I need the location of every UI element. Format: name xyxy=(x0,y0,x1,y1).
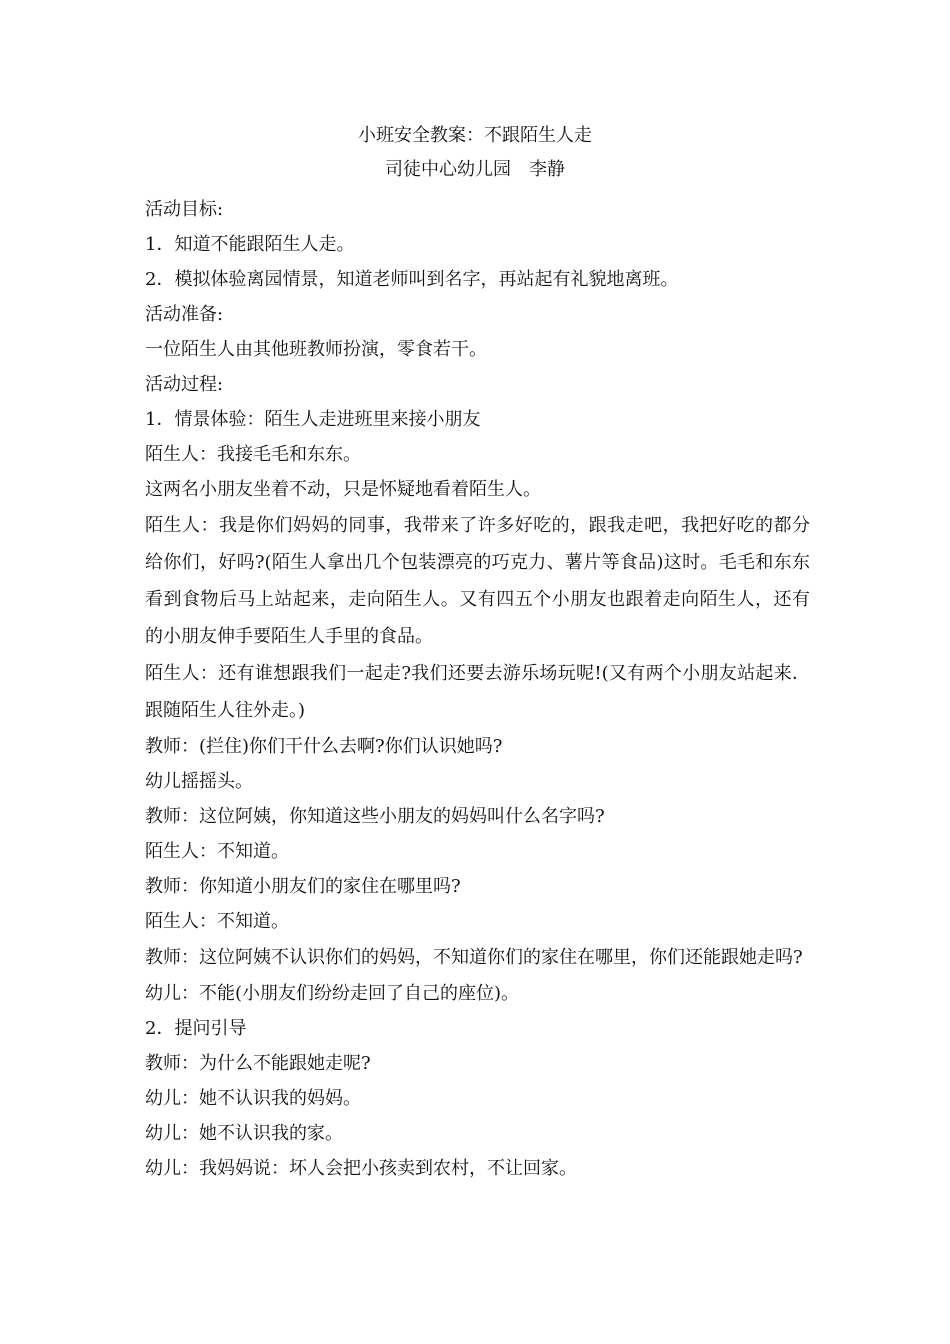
dialogue-paragraph: 陌生人：我是你们妈妈的同事，我带来了许多好吃的，跟我走吧，我把好吃的都分给你们，好吗?(陌生人拿出几个包装漂亮的巧克力、薯片等食品)这时。毛毛和东东看到食物后马上站起来，走向陌生人。又有四五个小朋友也跟着走向陌生人，还有的小朋友伸手要陌生人手里的食品。 xyxy=(145,515,810,647)
step-heading: 1．情景体验：陌生人走进班里来接小朋友 xyxy=(145,409,481,430)
dialogue-line: 幼儿：不能(小朋友们纷纷走回了自己的座位)。 xyxy=(145,983,520,1004)
heading-process: 活动过程: xyxy=(145,374,224,395)
preparation-text: 一位陌生人由其他班教师扮演，零食若干。 xyxy=(145,339,487,360)
author-line: 司徒中心幼儿园 李静 xyxy=(385,159,565,180)
heading-preparation: 活动准备: xyxy=(145,304,224,325)
page-title: 小班安全教案：不跟陌生人走 xyxy=(358,125,592,146)
goal-item: 2．模拟体验离园情景，知道老师叫到名字，再站起有礼貌地离班。 xyxy=(145,269,679,290)
narration-line: 这两名小朋友坐着不动，只是怀疑地看着陌生人。 xyxy=(145,479,541,500)
dialogue-line: 幼儿：她不认识我的家。 xyxy=(145,1123,343,1144)
dialogue-line: 陌生人：不知道。 xyxy=(145,841,289,862)
heading-goals: 活动目标: xyxy=(145,199,224,220)
dialogue-line: 陌生人：我接毛毛和东东。 xyxy=(145,444,361,465)
document-body xyxy=(145,192,810,1186)
dialogue-line: 教师：这位阿姨，你知道这些小朋友的妈妈叫什么名字吗? xyxy=(145,806,605,827)
dialogue-line: 幼儿：她不认识我的妈妈。 xyxy=(145,1088,361,1109)
dialogue-line: 幼儿：我妈妈说：坏人会把小孩卖到农村，不让回家。 xyxy=(145,1158,577,1179)
dialogue-line: 教师：为什么不能跟她走呢? xyxy=(145,1053,371,1074)
dialogue-line: 陌生人：不知道。 xyxy=(145,911,289,932)
dialogue-line: 教师：你知道小朋友们的家住在哪里吗? xyxy=(145,876,461,897)
dialogue-paragraph: 教师：这位阿姨不认识你们的妈妈，不知道你们的家住在哪里，你们还能跟她走吗? xyxy=(145,947,803,968)
goal-item: 1．知道不能跟陌生人走。 xyxy=(145,234,355,255)
narration-line: 幼儿摇摇头。 xyxy=(145,771,253,792)
dialogue-paragraph: 陌生人：还有谁想跟我们一起走?我们还要去游乐场玩呢!(又有两个小朋友站起来．跟随陌生人往外走。) xyxy=(145,663,810,721)
step-heading: 2．提问引导 xyxy=(145,1018,247,1039)
dialogue-line: 教师：(拦住)你们干什么去啊?你们认识她吗? xyxy=(145,736,503,757)
